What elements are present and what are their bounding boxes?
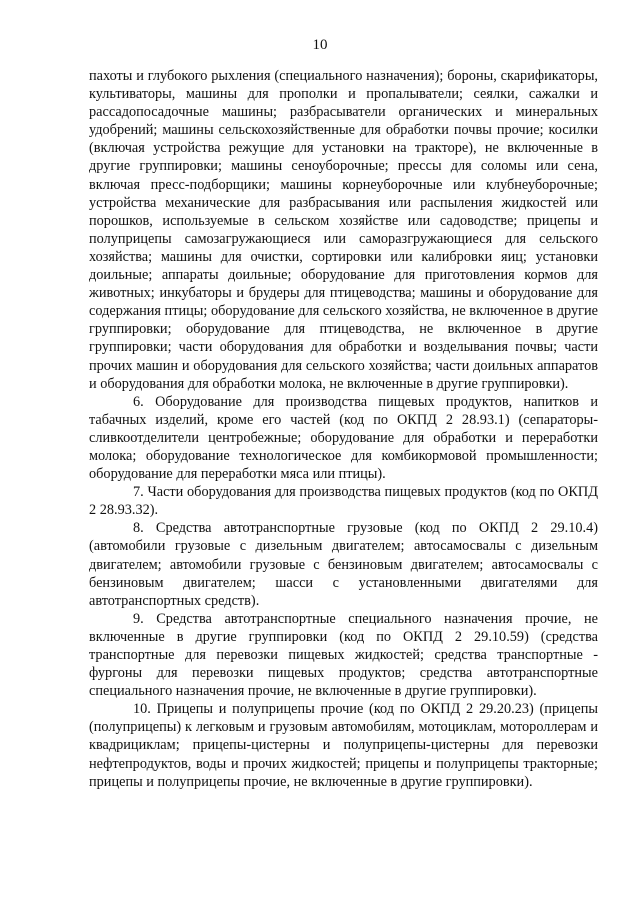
paragraph-item-6: 6. Оборудование для производства пищевых продуктов, напитков и табачных изделий, кроме его частей (код по ОКПД 2 28.93.1) (сепараторы-сливкоотделители центробежные; оборудование для обработки и переработки молока; оборудование технологическое для комбикормовой промышленности; оборудование для переработки мяса или птицы). — [89, 393, 598, 483]
paragraph-item-7: 7. Части оборудования для производства пищевых продуктов (код по ОКПД 2 28.93.32). — [89, 484, 598, 519]
paragraph-continuation: пахоты и глубокого рыхления (специального назначения); бороны, скарификаторы, культиваторы, машины для прополки и пропалыватели; сеялки, сажалки и рассадопосадочные машины; разбрасыватели органических и минеральных удобрений; машины сельскохозяйственные для обработки почвы прочие; косилки (включая устройства режущие для установки на тракторе), не включенные в другие группировки; машины сеноуборочные; прессы для соломы или сена, включая пресс-подборщики; машины корнеуборочные или клубнеуборочные; устройства механические для разбрасывания или распыления жидкостей или порошков, используемые в сельском хозяйстве или садоводстве; прицепы и полуприцепы самозагружающиеся или саморазгружающиеся для сельского хозяйства; машины для очистки, сортировки или калибровки яиц; установки доильные; аппараты доильные; оборудование для приготовления кормов для животных; инкубаторы и брудеры для птицеводства; машины и оборудование для содержания птицы; оборудование для сельского хозяйства, не включенное в другие группировки; оборудование для птицеводства, не включенное в другие группировки; части оборудования для обработки и возделывания почвы; части прочих машин и оборудования для сельского хозяйства; части доильных аппаратов и оборудования для обработки молока, не включенные в другие группировки). — [89, 68, 598, 392]
paragraph-item-10: 10. Прицепы и полуприцепы прочие (код по ОКПД 2 29.20.23) (прицепы (полуприцепы) к легковым и грузовым автомобилям, мотоциклам, мотороллерам и квадрициклам; прицепы-цистерны и полуприцепы-цистерны для перевозки нефтепродуктов, воды и прочих жидкостей; прицепы и полуприцепы тракторные; прицепы и полуприцепы прочие, не включенные в другие группировки). — [89, 701, 598, 790]
paragraph-item-9: 9. Средства автотранспортные специального назначения прочие, не включенные в другие группировки (код по ОКПД 2 29.10.59) (средства транспортные для перевозки пищевых жидкостей; средства транспортные - фургоны для перевозки пищевых продуктов; средства автотранспортные специального назначения прочие, не включенные в другие группировки). — [89, 610, 598, 700]
paragraph-item-8: 8. Средства автотранспортные грузовые (код по ОКПД 2 29.10.4) (автомобили грузовые с дизельным двигателем; автосамосвалы с дизельным двигателем; автомобили грузовые с бензиновым двигателем; автосамосвалы с бензиновым двигателем; шасси с установленными двигателями для автотранспортных средств). — [89, 520, 598, 609]
document-body — [89, 67, 598, 791]
page-number: 10 — [312, 37, 328, 53]
